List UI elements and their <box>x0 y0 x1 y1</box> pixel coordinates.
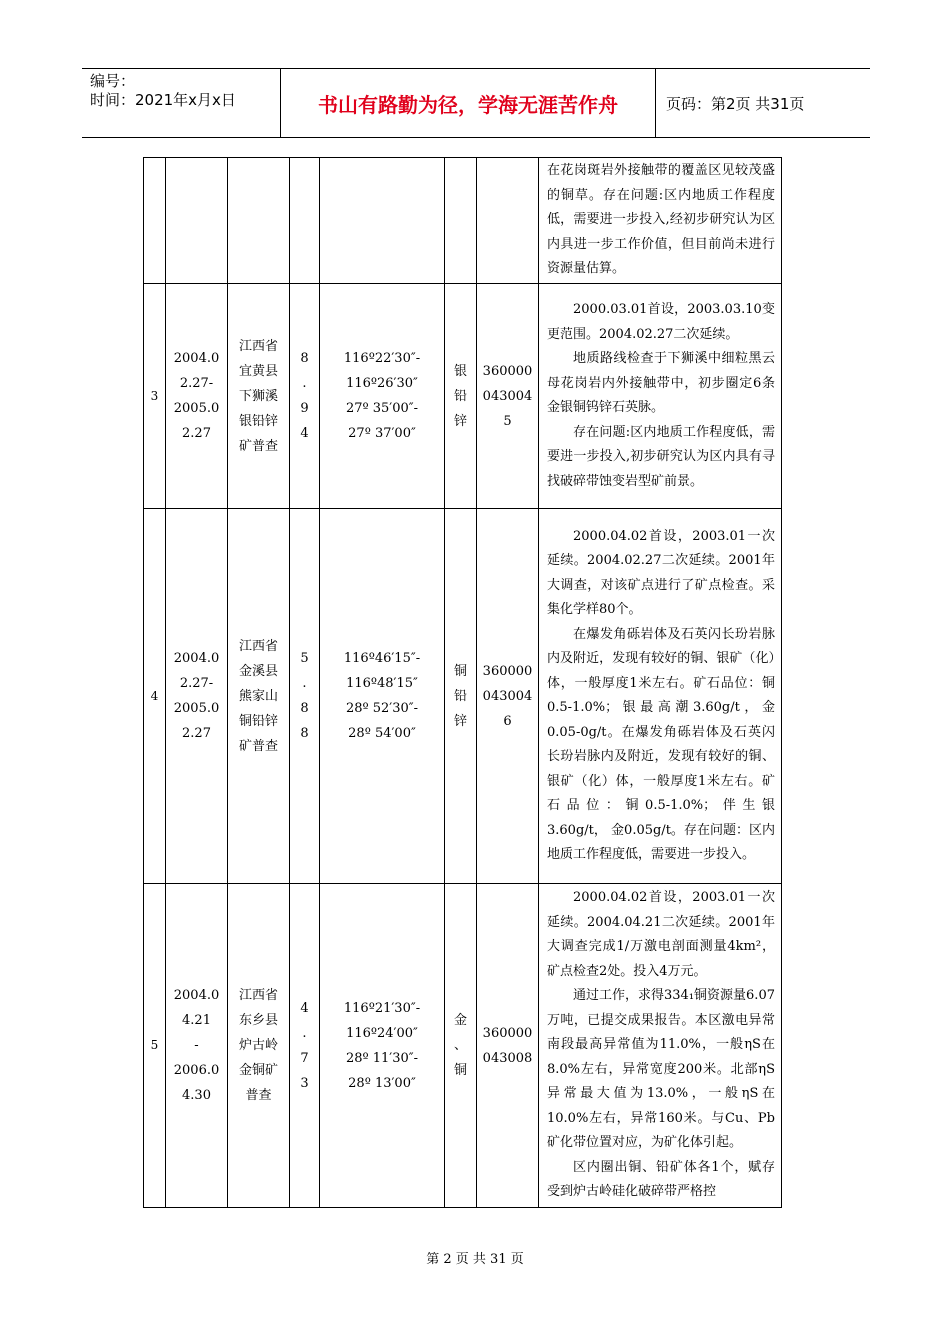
period-line: 4.21 <box>182 1013 211 1028</box>
coordinates-line: 28º 54′00″ <box>348 726 416 741</box>
project-name-line: 金铜矿 <box>238 1063 278 1078</box>
minerals-line: 铅 <box>453 688 467 704</box>
period-cell <box>166 158 228 284</box>
header-meta <box>82 69 281 137</box>
coordinates-line: 27º 37′00″ <box>348 426 416 441</box>
area-line: . <box>302 1025 307 1041</box>
page-footer: 第 2 页 共 31 页 <box>426 1252 524 1267</box>
coordinates-line: 27º 35′00″- <box>345 401 419 416</box>
period-cell <box>166 884 228 1208</box>
registration-number-line: 360000 <box>482 663 533 679</box>
area-cell <box>290 884 320 1208</box>
coordinates-line: 28º 13′00″ <box>348 1075 416 1091</box>
description-cell <box>539 509 782 884</box>
registration-number-line: 360000 <box>482 1025 533 1041</box>
registration-number-line: 360000 <box>482 363 533 379</box>
period-line: 2005.0 <box>173 701 220 716</box>
minerals-line: 铜 <box>453 663 467 679</box>
table-row <box>144 158 782 284</box>
description-paragraph: 2000.04.02首设，2003.01一次延续。2004.04.21二次延续。2001年大调查完成1/万激电剖面测量4km²，矿点检查2处。投入4万元。 <box>547 890 775 979</box>
period-line: 2004.0 <box>173 351 220 366</box>
description-paragraph: 在爆发角砾岩体及石英闪长玢岩脉内及附近，发现有较好的铜、银矿（化）体，一般厚度1米左右。矿石品位：铜 0.5-1.0%；银最高潮3.60g/t，金0.05-0g/t。在爆发角砾岩体及石英闪长玢岩脉内及附近，发现有较好的铜、银矿（化）体，一般厚度1米左右。矿石品位：铜0.5-1.0%；伴生银 3.60g/t， 金0.05g/t。存在问题：区内地质工作程度低，需要进一步投入。 <box>547 626 775 862</box>
description-cell <box>539 158 782 284</box>
coordinates-cell <box>320 158 445 284</box>
period-line: 2004.0 <box>173 988 220 1003</box>
project-name-line: 江西省 <box>238 638 278 654</box>
registration-number-cell <box>477 509 539 884</box>
minerals-cell <box>445 884 477 1208</box>
project-name-line: 下狮溪 <box>238 388 278 404</box>
project-name-line: 江西省 <box>238 988 278 1003</box>
registration-number-line: 5 <box>503 413 512 429</box>
minerals-line: 银 <box>453 363 467 379</box>
coordinates-line: 116º46′15″- <box>343 651 421 666</box>
description-paragraph: 存在问题:区内地质工作程度低，需要进一步投入,初步研究认为区内具有寻找破碎带蚀变岩型矿前景。 <box>547 424 775 489</box>
date-line: 时间：2021年x月x日 <box>90 91 236 109</box>
table-row <box>144 509 782 884</box>
description-paragraph: 2000.03.01首设，2003.03.10变更范围。2004.02.27二次延续。 <box>547 302 775 342</box>
table-row <box>144 284 782 509</box>
registration-number-line: 043008 <box>482 1050 533 1066</box>
project-name-line: 东乡县 <box>238 1013 278 1028</box>
description-paragraph: 通过工作，求得334₁铜资源量6.07万吨，已提交成果报告。本区激电异常南段最高异常值为11.0%，一般ηS在8.0%左右，异常宽度200米。北部ηS异常最大值为13.0%，一般ηS在10.0%左右，异常160米。与Cu、Pb矿化带位置对应，为矿化体引起。 <box>547 988 775 1151</box>
registration-number-line: 043004 <box>482 688 533 704</box>
coordinates-line: 116º48′15″ <box>346 676 418 691</box>
area-line: 8 <box>300 351 309 366</box>
minerals-line: 锌 <box>453 713 467 729</box>
project-name-cell <box>228 884 290 1208</box>
project-name-line: 银铅锌 <box>238 413 278 429</box>
motto: 书山有路勤为径，学海无涯苦作舟 <box>281 69 656 137</box>
project-name-line: 宜黄县 <box>238 363 278 379</box>
coordinates-cell <box>320 284 445 509</box>
coordinates-line: 116º22′30″- <box>343 351 421 366</box>
area-line: 7 <box>300 1050 309 1066</box>
period-line: 2.27- <box>179 376 214 391</box>
page-header <box>82 68 870 138</box>
registration-number-cell <box>477 284 539 509</box>
minerals-line: 金 <box>453 1013 467 1028</box>
period-line: 4.30 <box>182 1088 211 1103</box>
project-name-line: 炉古岭 <box>238 1038 278 1053</box>
period-line: 2006.0 <box>173 1063 220 1078</box>
coordinates-line: 116º21′30″- <box>343 1000 421 1016</box>
minerals-line: 锌 <box>453 413 467 429</box>
area-cell <box>290 509 320 884</box>
minerals-line: 、 <box>453 1038 467 1053</box>
area-line: . <box>302 676 307 691</box>
minerals-cell <box>445 509 477 884</box>
period-cell <box>166 509 228 884</box>
project-name-line: 江西省 <box>238 338 278 354</box>
area-line: 4 <box>300 1000 309 1016</box>
registration-number-line: 6 <box>503 713 512 729</box>
coordinates-line: 116º24′00″ <box>346 1025 418 1041</box>
page-label: 页码：第2页 共31页 <box>666 94 805 113</box>
project-name-line: 矿普查 <box>238 438 278 454</box>
period-line: 2.27 <box>182 426 211 441</box>
description-paragraph: 地质路线检查于下狮溪中细粒黑云母花岗岩内外接触带中，初步圈定6条金银铜钨锌石英脉。 <box>547 351 775 415</box>
registration-number-cell <box>477 884 539 1208</box>
minerals-cell <box>445 284 477 509</box>
area-line: 8 <box>300 726 309 741</box>
row-number: 4 <box>144 509 166 884</box>
minerals-cell <box>445 158 477 284</box>
period-line: - <box>194 1038 199 1053</box>
coordinates-cell <box>320 509 445 884</box>
area-cell <box>290 284 320 509</box>
coordinates-line: 28º 11′30″- <box>345 1050 419 1066</box>
area-cell <box>290 158 320 284</box>
area-line: 9 <box>300 401 309 416</box>
project-name-line: 普查 <box>245 1088 272 1103</box>
period-line: 2.27- <box>179 676 214 691</box>
period-line: 2.27 <box>182 726 211 741</box>
area-line: 3 <box>300 1075 309 1091</box>
coordinates-cell <box>320 884 445 1208</box>
row-number: 5 <box>144 884 166 1208</box>
area-line: 5 <box>300 651 309 666</box>
registration-number-line: 043004 <box>482 388 533 404</box>
period-line: 2005.0 <box>173 401 220 416</box>
coordinates-line: 28º 52′30″- <box>345 701 419 716</box>
project-name-cell <box>228 284 290 509</box>
minerals-line: 铜 <box>453 1063 467 1078</box>
description-cell <box>539 884 782 1208</box>
project-name-cell <box>228 509 290 884</box>
project-name-line: 金溪县 <box>238 663 278 679</box>
project-name-cell <box>228 158 290 284</box>
period-cell <box>166 284 228 509</box>
row-number: 3 <box>144 284 166 509</box>
area-line: 8 <box>300 701 309 716</box>
project-name-line: 铜铅锌 <box>238 713 278 729</box>
project-name-line: 矿普查 <box>238 738 278 754</box>
row-number <box>144 158 166 284</box>
mining-rights-table <box>143 157 782 1208</box>
registration-number-cell <box>477 158 539 284</box>
code-label: 编号： <box>90 72 136 90</box>
description-paragraph: 2000.04.02首设，2003.01一次延续。2004.02.27二次延续。2001年大调查，对该矿点进行了矿点检查。采集化学样80个。 <box>547 528 775 617</box>
table-row <box>144 884 782 1208</box>
description-paragraph: 区内圈出铜、铅矿体各1个，赋存受到炉古岭硅化破碎带严格控 <box>547 1159 775 1200</box>
description-cell <box>539 284 782 509</box>
period-line: 2004.0 <box>173 651 220 666</box>
coordinates-line: 116º26′30″ <box>346 376 418 391</box>
area-line: . <box>302 376 307 391</box>
description-paragraph: 在花岗斑岩外接触带的覆盖区见较茂盛的铜草。存在问题:区内地质工作程度低，需要进一步投入,经初步研究认为区内具进一步工作价值，但目前尚未进行资源量估算。 <box>547 163 775 277</box>
minerals-line: 铅 <box>453 388 467 404</box>
project-name-line: 熊家山 <box>238 688 278 704</box>
area-line: 4 <box>300 426 309 441</box>
